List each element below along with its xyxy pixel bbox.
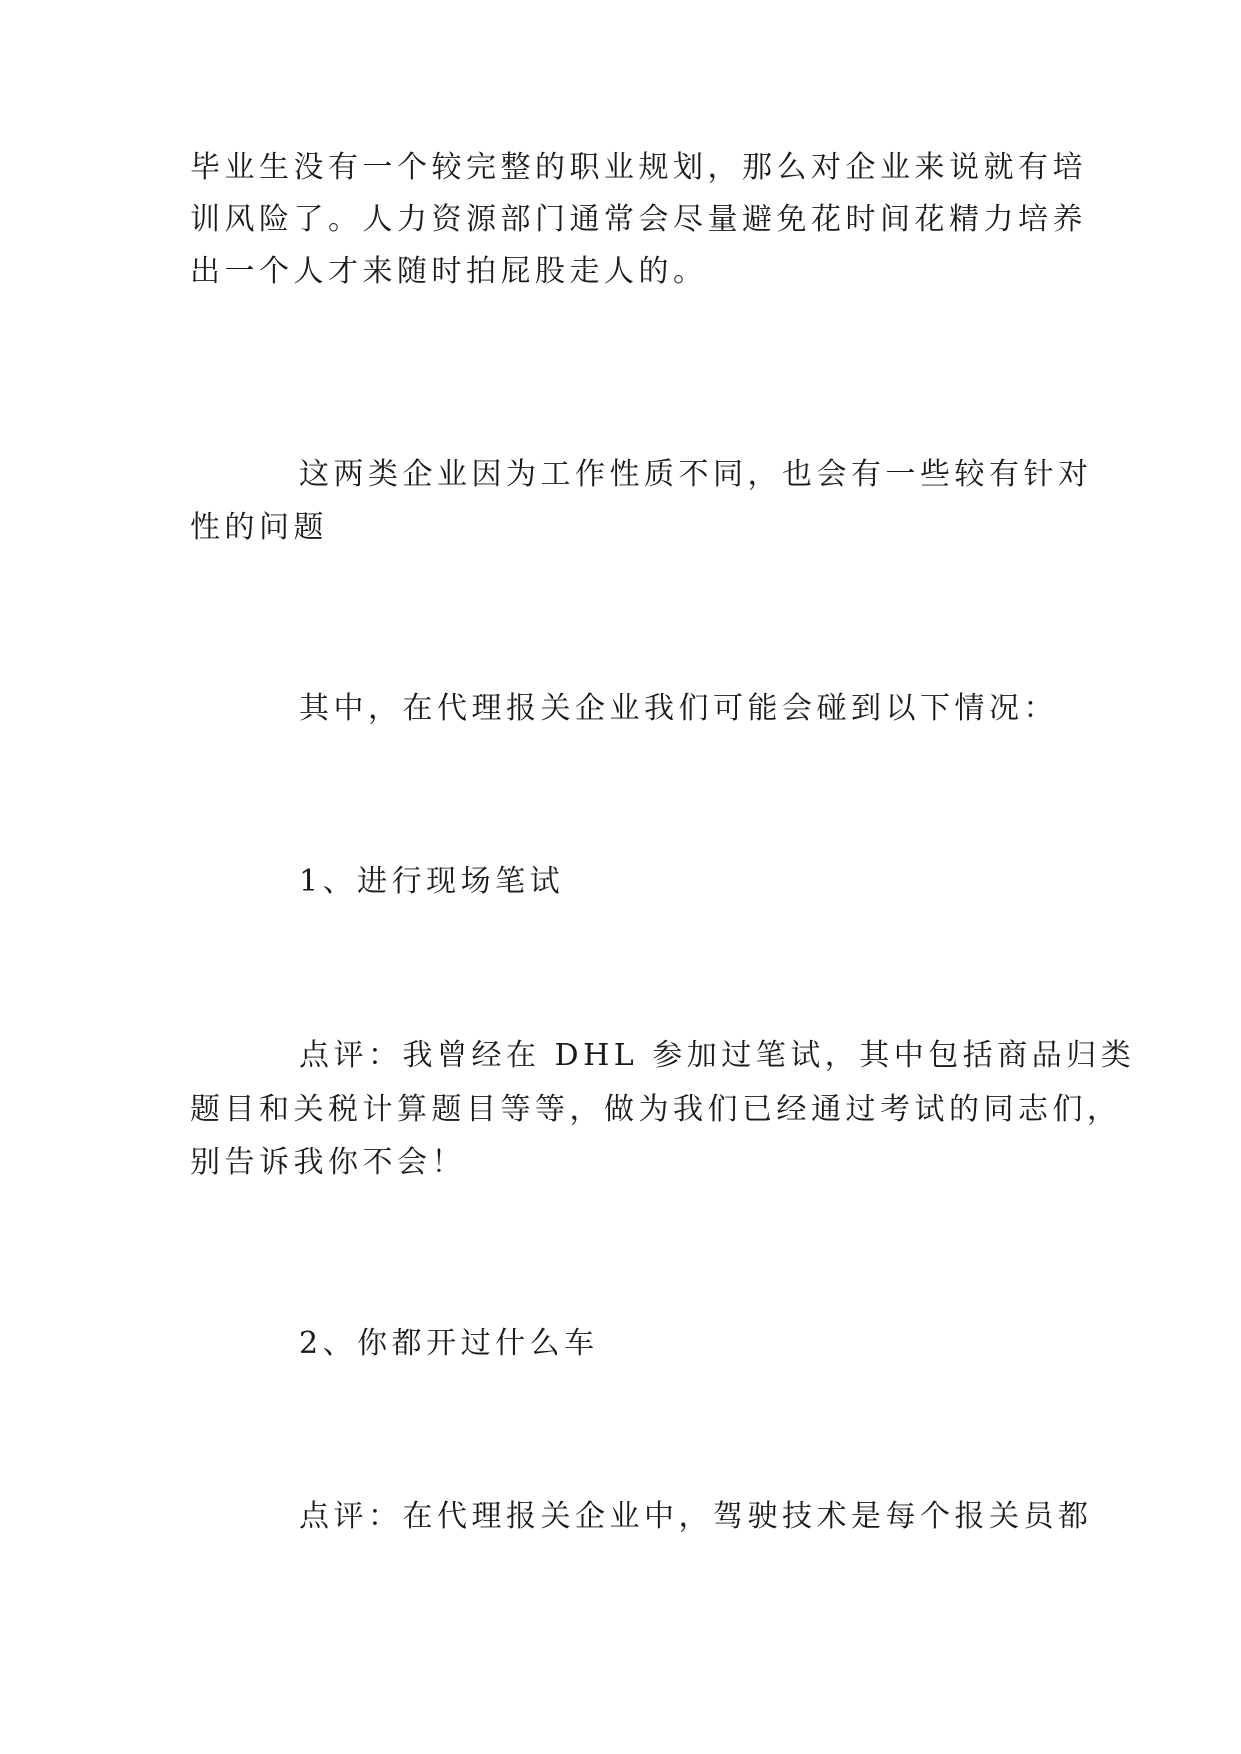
paragraph-line: 点评：我曾经在 DHL 参加过笔试，其中包括商品归类 bbox=[299, 1038, 1136, 1073]
paragraph-line: 点评：在代理报关企业中，驾驶技术是每个报关员都 bbox=[299, 1499, 1093, 1534]
paragraph-line: 这两类企业因为工作性质不同，也会有一些较有针对 bbox=[299, 457, 1093, 492]
paragraph-line: 出一个人才来随时拍屁股走人的。 bbox=[190, 254, 708, 289]
list-item-text: 1、进行现场笔试 bbox=[299, 864, 565, 899]
paragraph-line: 训风险了。人力资源部门通常会尽量避免花时间花精力培养 bbox=[190, 202, 1087, 237]
list-item-text: 2、你都开过什么车 bbox=[299, 1326, 599, 1361]
paragraph-line: 别告诉我你不会！ bbox=[190, 1145, 466, 1180]
paragraph-line: 性的问题 bbox=[190, 510, 328, 545]
paragraph-line: 题目和关税计算题目等等，做为我们已经通过考试的同志们， bbox=[190, 1092, 1122, 1127]
paragraph-line: 毕业生没有一个较完整的职业规划，那么对企业来说就有培 bbox=[190, 150, 1087, 185]
paragraph-line: 其中，在代理报关企业我们可能会碰到以下情况： bbox=[299, 691, 1058, 726]
